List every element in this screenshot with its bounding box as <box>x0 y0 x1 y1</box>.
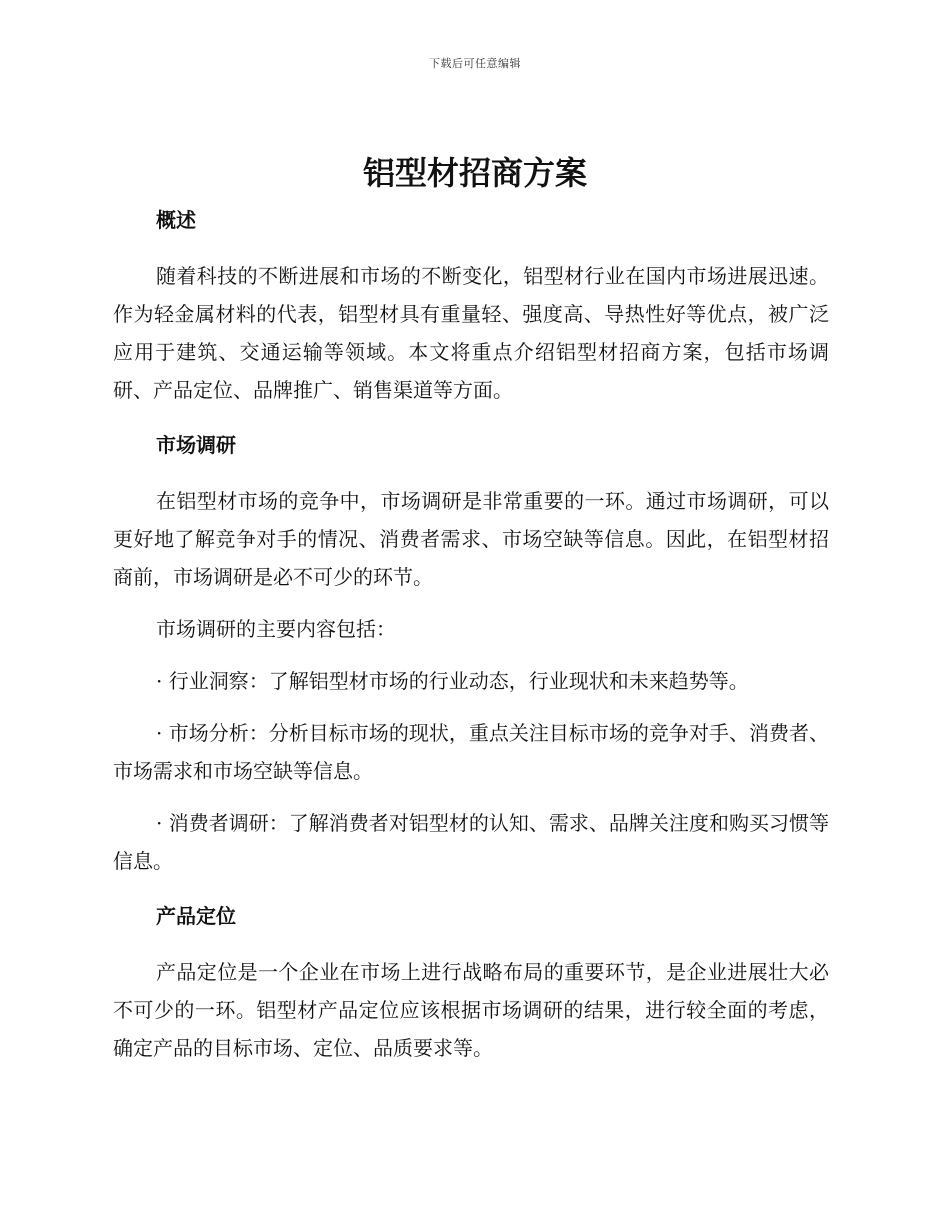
document-title: 铝型材招商方案 <box>362 154 587 192</box>
section-heading-overview: 概述 <box>156 208 196 232</box>
paragraph-market-research-contents: 市场调研的主要内容包括： <box>156 617 396 641</box>
paragraph-overview: 随着科技的不断进展和市场的不断变化，铝型材行业在国内市场进展迅速。作为轻金属材料的代表，铝型材具有重量轻、强度高、导热性好等优点，被广泛应用于建筑、交通运输等领域。本文将重点介绍铝型材招商方案，包括市场调研、产品定位、品牌推广、销售渠道等方面。 <box>113 264 829 402</box>
header-note: 下载后可任意编辑 <box>429 57 521 70</box>
paragraph-market-research-intro: 在铝型材市场的竞争中，市场调研是非常重要的一环。通过市场调研，可以更好地了解竞争对手的情况、消费者需求、市场空缺等信息。因此，在铝型材招商前，市场调研是必不可少的环节。 <box>113 489 829 589</box>
section-heading-market-research: 市场调研 <box>156 433 236 457</box>
bullet-industry-insight: · 行业洞察：了解铝型材市场的行业动态，行业现状和未来趋势等。 <box>156 669 749 693</box>
bullet-market-analysis: · 市场分析：分析目标市场的现状，重点关注目标市场的竞争对手、消费者、市场需求和市场空缺等信息。 <box>113 721 829 783</box>
paragraph-product-positioning: 产品定位是一个企业在市场上进行战略布局的重要环节，是企业进展壮大必不可少的一环。铝型材产品定位应该根据市场调研的结果，进行较全面的考虑，确定产品的目标市场、定位、品质要求等。 <box>113 960 829 1060</box>
bullet-consumer-research: · 消费者调研：了解消费者对铝型材的认知、需求、品牌关注度和购买习惯等信息。 <box>113 811 829 873</box>
section-heading-product-positioning: 产品定位 <box>156 904 236 928</box>
document-body <box>113 198 829 1067</box>
